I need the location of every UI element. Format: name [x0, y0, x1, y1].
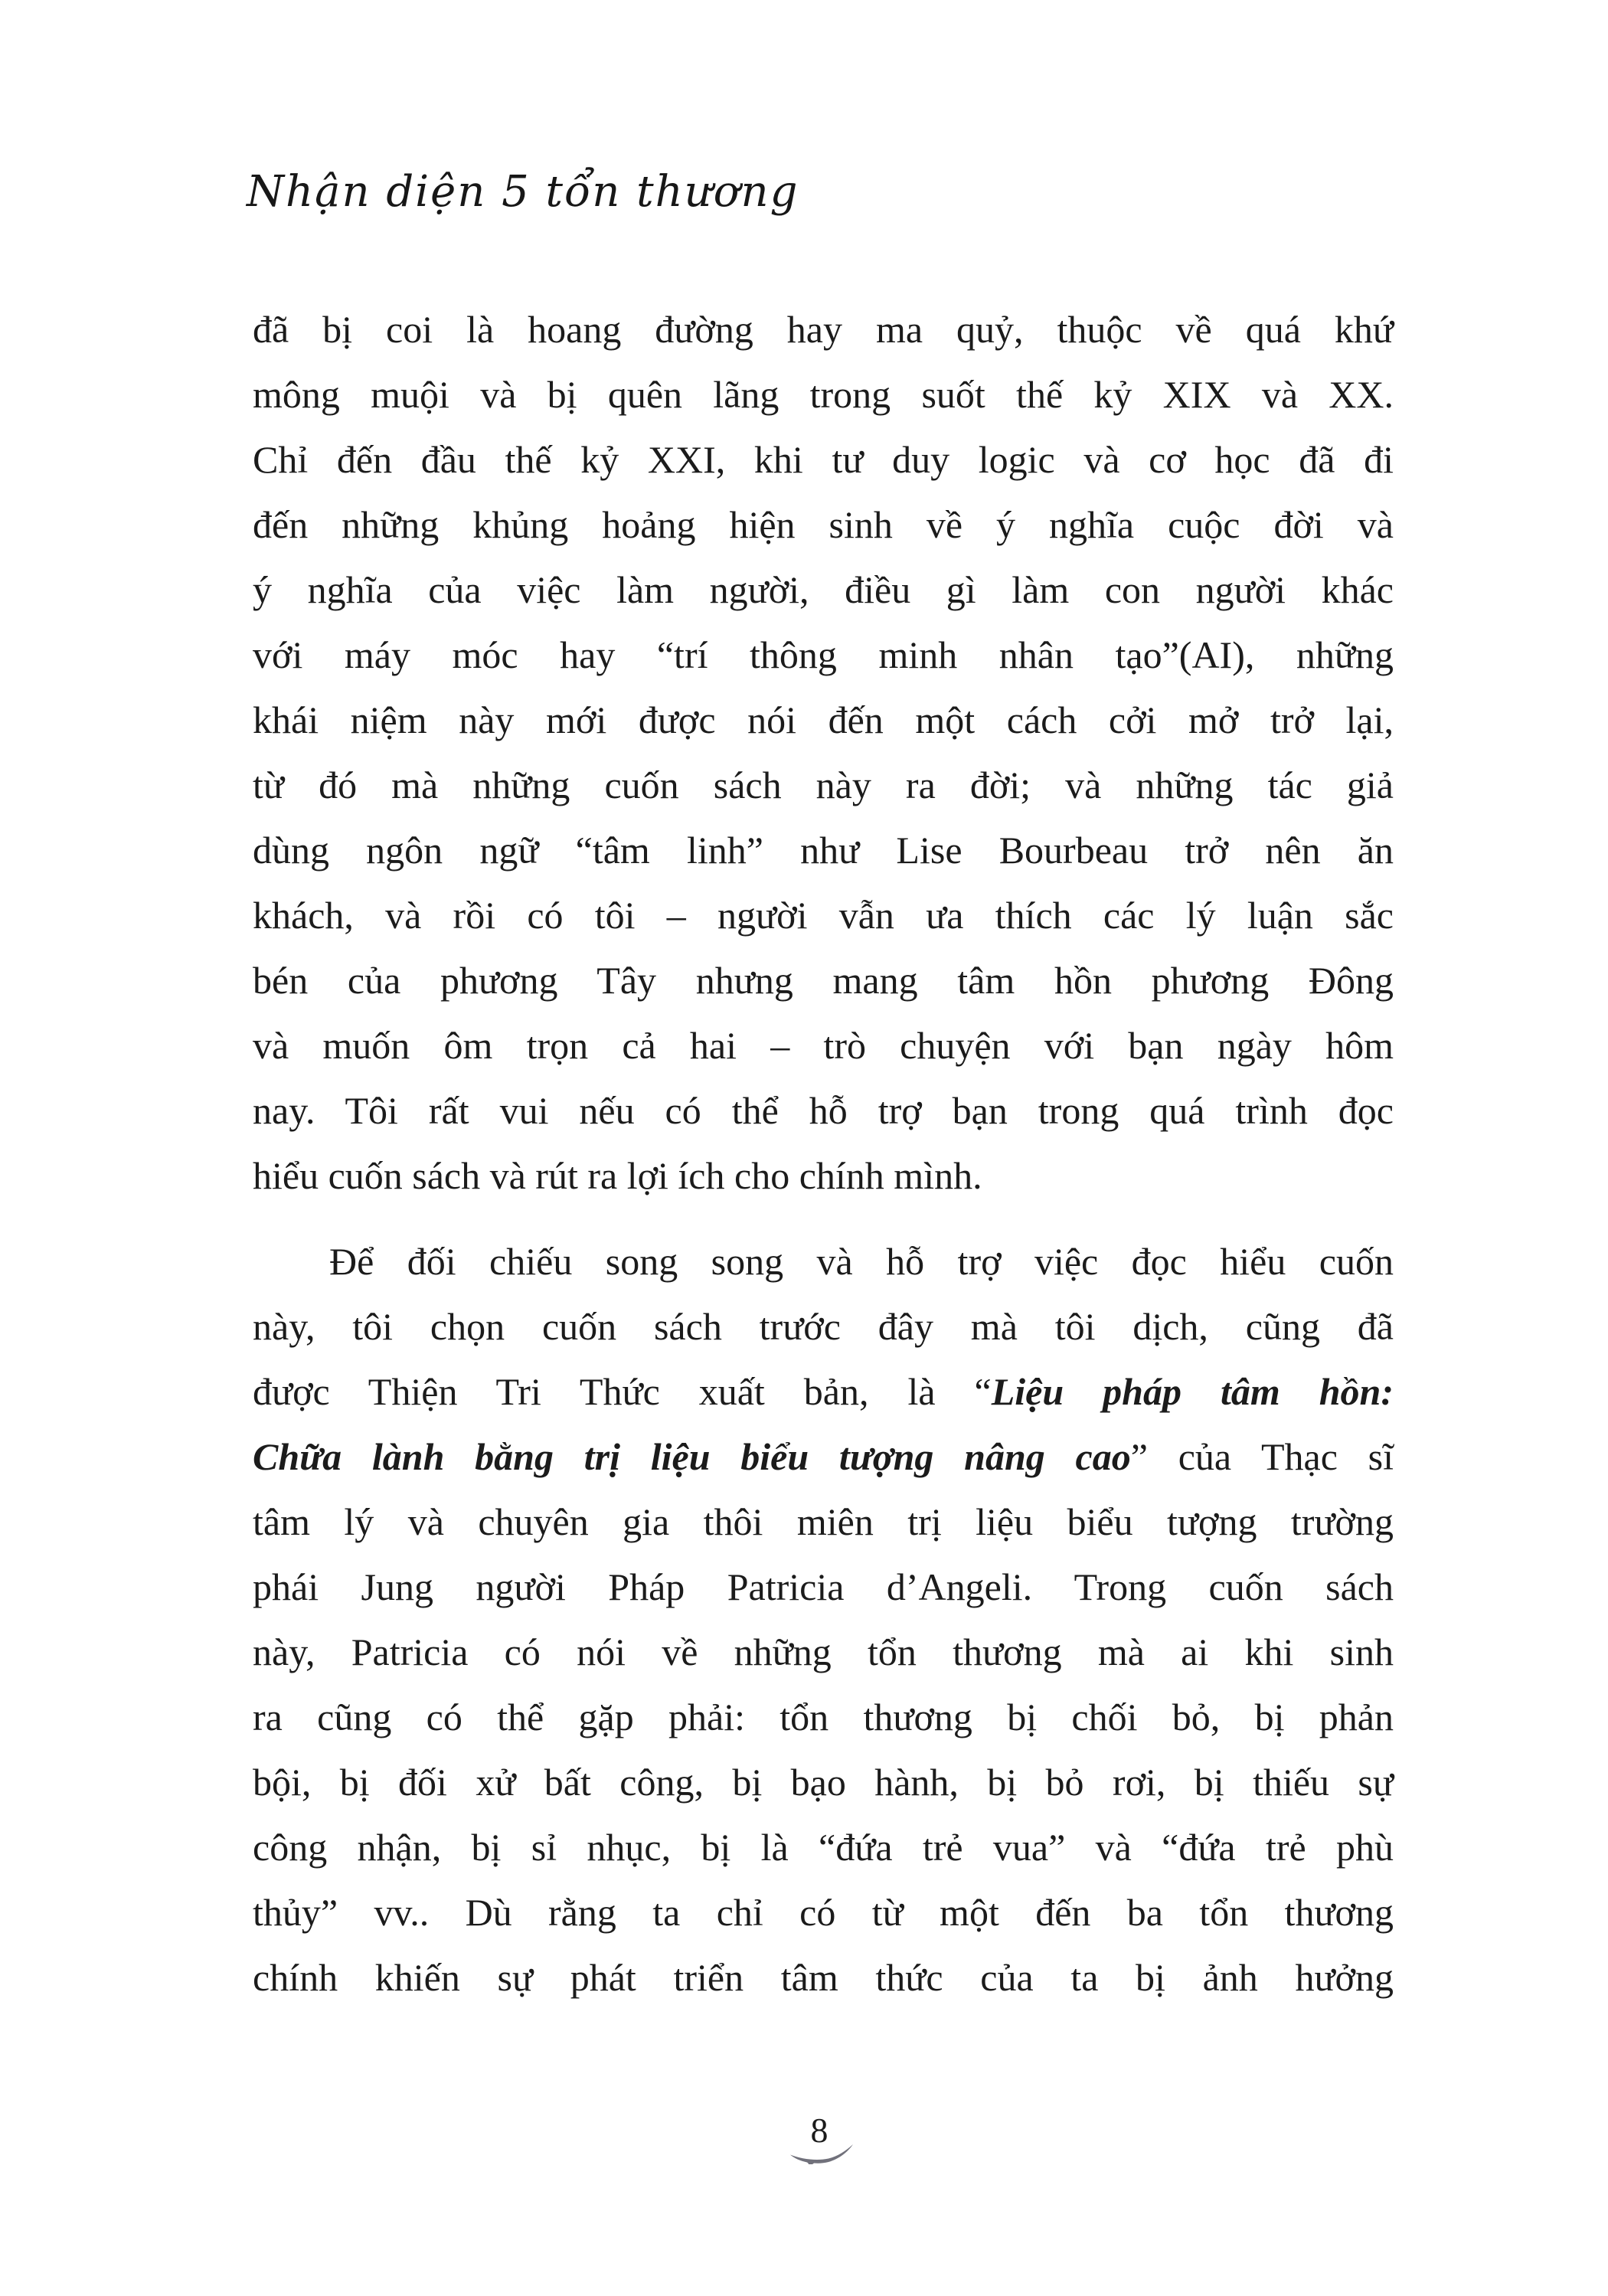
text-line	[253, 362, 1394, 427]
text-segment: bội, bị đối xử bất công, bị bạo hành, bị bỏ rơi, bị thiếu sự	[253, 1761, 1394, 1804]
text-segment: bén của phương Tây nhưng mang tâm hồn phương Đông	[253, 959, 1394, 1002]
text-line	[253, 492, 1394, 558]
text-segment: đến những khủng hoảng hiện sinh về ý nghĩa cuộc đời và	[253, 503, 1394, 546]
text-line	[253, 427, 1394, 492]
text-line	[253, 1143, 1394, 1209]
text-line	[253, 948, 1394, 1013]
text-line	[253, 1078, 1394, 1143]
text-line	[253, 1424, 1394, 1490]
paragraph	[253, 1229, 1394, 2010]
text-segment: Để đối chiếu song song và hỗ trợ việc đọc hiểu cuốn	[329, 1240, 1394, 1283]
page-number: 8	[810, 2111, 829, 2150]
text-line	[253, 883, 1394, 948]
swash-icon	[790, 2144, 855, 2164]
text-segment: này, tôi chọn cuốn sách trước đây mà tôi dịch, cũng đã	[253, 1305, 1394, 1348]
text-segment: chính khiến sự phát triển tâm thức của ta bị ảnh hưởng	[253, 1956, 1394, 1999]
text-line	[253, 1945, 1394, 2010]
text-line	[253, 1490, 1394, 1555]
book-title-emphasis: Chữa lành bằng trị liệu biểu tượng nâng cao	[253, 1435, 1131, 1478]
text-line	[253, 558, 1394, 623]
text-segment: này, Patricia có nói về những tổn thương mà ai khi sinh	[253, 1630, 1394, 1673]
text-segment: Chỉ đến đầu thế kỷ XXI, khi tư duy logic và cơ học đã đi	[253, 438, 1394, 481]
text-line	[253, 818, 1394, 883]
text-segment: từ đó mà những cuốn sách này ra đời; và những tác giả	[253, 764, 1394, 806]
text-segment: phái Jung người Pháp Patricia d’Angeli. Trong cuốn sách	[253, 1565, 1394, 1608]
text-line	[253, 1620, 1394, 1685]
text-segment: khách, và rồi có tôi – người vẫn ưa thích các lý luận sắc	[253, 894, 1394, 937]
text-line	[253, 1815, 1394, 1880]
text-segment: ra cũng có thể gặp phải: tổn thương bị chối bỏ, bị phản	[253, 1696, 1394, 1738]
text-segment: với máy móc hay “trí thông minh nhân tạo”(AI), những	[253, 633, 1394, 676]
text-segment: ” của Thạc sĩ	[1130, 1435, 1394, 1478]
text-segment: công nhận, bị sỉ nhục, bị là “đứa trẻ vua” và “đứa trẻ phù	[253, 1826, 1394, 1869]
text-segment: hiểu cuốn sách và rút ra lợi ích cho chính mình.	[253, 1154, 982, 1197]
text-line	[253, 1880, 1394, 1945]
text-line	[253, 1229, 1394, 1294]
text-line	[253, 1294, 1394, 1359]
text-segment: dùng ngôn ngữ “tâm linh” như Lise Bourbeau trở nên ăn	[253, 829, 1394, 872]
text-segment: nay. Tôi rất vui nếu có thể hỗ trợ bạn trong quá trình đọc	[253, 1089, 1394, 1132]
text-line	[253, 1685, 1394, 1750]
page-footer	[781, 2112, 858, 2149]
text-line	[253, 1750, 1394, 1815]
text-line	[253, 1013, 1394, 1078]
text-segment: thủy” vv.. Dù rằng ta chỉ có từ một đến ba tổn thương	[253, 1891, 1394, 1934]
text-segment: được Thiện Tri Thức xuất bản, là “	[253, 1370, 992, 1413]
text-line	[253, 1359, 1394, 1424]
text-line	[253, 1555, 1394, 1620]
paragraph	[253, 297, 1394, 1209]
text-segment: đã bị coi là hoang đường hay ma quỷ, thuộc về quá khứ	[253, 308, 1394, 351]
text-segment: mông muội và bị quên lãng trong suốt thế kỷ XIX và XX.	[253, 373, 1394, 416]
text-segment: ý nghĩa của việc làm người, điều gì làm con người khác	[253, 568, 1394, 611]
text-segment: tâm lý và chuyên gia thôi miên trị liệu biểu tượng trường	[253, 1500, 1394, 1543]
text-line	[253, 753, 1394, 818]
text-line	[253, 297, 1394, 362]
running-header: Nhận diện 5 tổn thương	[247, 167, 799, 217]
text-segment: khái niệm này mới được nói đến một cách cởi mở trở lại,	[253, 698, 1394, 741]
text-line	[253, 623, 1394, 688]
book-title-emphasis: Liệu pháp tâm hồn:	[991, 1370, 1394, 1413]
text-segment: và muốn ôm trọn cả hai – trò chuyện với bạn ngày hôm	[253, 1024, 1394, 1067]
text-line	[253, 688, 1394, 753]
body-text	[253, 297, 1394, 2010]
